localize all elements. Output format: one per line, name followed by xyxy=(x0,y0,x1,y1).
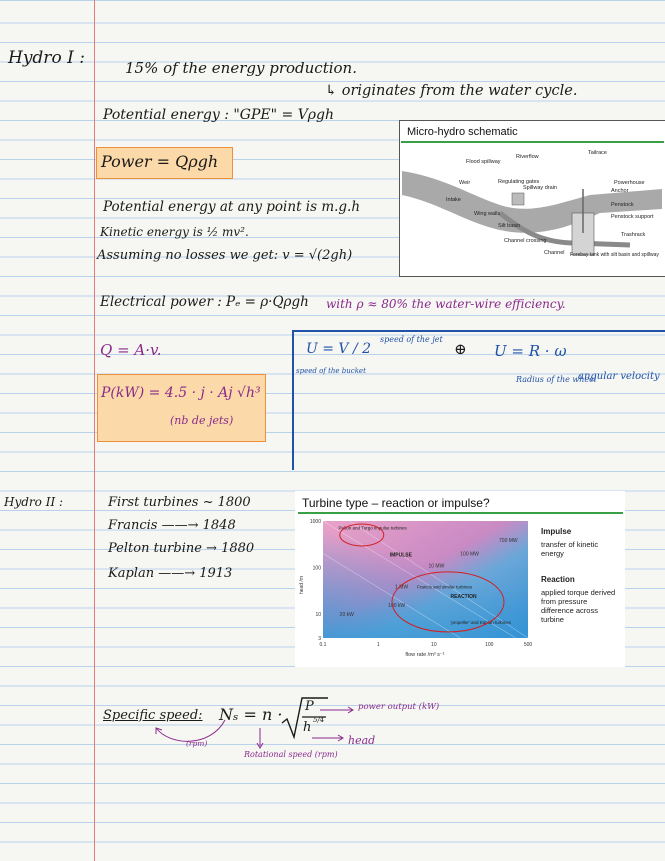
power-label: 20 kW xyxy=(339,611,354,618)
label-forebay-tank: Forebay tank with silt basin and spillway xyxy=(570,252,659,258)
plus-circle: ⊕ xyxy=(454,340,467,358)
label-anchor: Anchor xyxy=(611,188,629,194)
hydro-1-heading: Hydro I : xyxy=(8,48,85,68)
pelton-line: Pelton turbine → 1880 xyxy=(108,541,255,556)
label-penstock-support: Penstock support xyxy=(611,214,654,220)
chart-ylabel: head /m xyxy=(299,575,305,595)
micro-hydro-card xyxy=(399,120,665,277)
radius-of-wheel-note: Radius of the wheel xyxy=(516,375,597,384)
speed-of-jet-note: speed of the jet xyxy=(380,335,443,344)
x-tick-label: 10 xyxy=(431,642,437,648)
specific-speed-p: P xyxy=(305,699,314,714)
hydro-2-heading: Hydro II : xyxy=(4,495,64,509)
reaction-text: applied torque derived from pressure difference across turbine xyxy=(541,588,616,624)
energy-share-line: 15% of the energy production. xyxy=(125,59,357,77)
rpm-note: (rpm) xyxy=(186,739,208,748)
blue-bracket-top xyxy=(292,330,665,332)
turbine-chart xyxy=(297,515,537,661)
power-label: 100 MW xyxy=(460,551,479,558)
power-formula: Power = Qρgh xyxy=(101,152,219,171)
turbine-slide-title: Turbine type – reaction or impulse? xyxy=(302,496,490,510)
specific-speed-label: Specific speed: xyxy=(103,708,203,723)
label-silt-basin: Silt basin xyxy=(498,223,521,229)
y-tick-label: 3 xyxy=(318,636,321,642)
kinetic-energy-line: Kinetic energy is ½ mv². xyxy=(100,225,249,239)
electrical-power-line: Electrical power : Pₑ = ρ·Qρgh xyxy=(100,294,309,310)
label-regulating-gates: Regulating gates xyxy=(498,179,540,185)
chart-xlabel: flow rate /m³ s⁻¹ xyxy=(405,652,445,658)
first-turbines-line: First turbines ~ 1800 xyxy=(108,495,251,510)
y-tick-label: 1000 xyxy=(309,519,321,525)
kaplan-line: Kaplan ——→ 1913 xyxy=(108,566,233,581)
label-spillway-drain: Spillway drain xyxy=(523,185,557,191)
label-flood-spillway: Flood spillway xyxy=(466,159,501,165)
label-trashrack: Trashrack xyxy=(621,232,646,238)
margin-line xyxy=(94,0,95,861)
bucket-speed-equation: U = V / 2 xyxy=(306,341,372,357)
specific-speed-h-exponent: 5/4 xyxy=(313,716,325,724)
speed-of-bucket-note: speed of the bucket xyxy=(296,367,366,375)
water-cycle-line: ↳ originates from the water cycle. xyxy=(325,83,578,99)
specific-speed-ns: Nₛ = n · xyxy=(219,705,283,724)
y-tick-label: 10 xyxy=(315,611,321,618)
rotational-speed-note: Rotational speed (rpm) xyxy=(244,750,338,759)
angular-speed-equation: U = R · ω xyxy=(494,342,567,360)
slide-title-underline xyxy=(298,512,623,514)
label-riverflow: Riverflow xyxy=(516,154,539,160)
no-loss-velocity-line: Assuming no losses we get: v = √(2gh) xyxy=(97,248,353,263)
pelton-power-formula: P(kW) = 4.5 · j · Aj √h³ xyxy=(101,385,261,401)
power-label: 700 MW xyxy=(499,538,518,545)
efficiency-note: with ρ ≈ 80% the water-wire efficiency. xyxy=(326,297,566,311)
francis-line: Francis ——→ 1848 xyxy=(108,518,236,533)
angular-velocity-note: angular velocity xyxy=(578,371,660,382)
x-tick-label: 500 xyxy=(523,642,533,648)
label-channel: Channel xyxy=(544,250,565,256)
region-label: REACTION xyxy=(450,593,477,600)
region-label: Francis and similar turbines xyxy=(417,584,473,590)
label-penstock: Penstock xyxy=(611,202,634,208)
power-label: 100 kW xyxy=(388,602,406,609)
head-note: head xyxy=(348,734,376,747)
label-channel-crossing: Channel crossing xyxy=(504,238,547,244)
region-label: Pelton and Turgo impulse turbines xyxy=(338,525,407,531)
label-powerhouse: Powerhouse xyxy=(614,180,645,186)
x-tick-label: 100 xyxy=(485,642,494,648)
blue-bracket-left xyxy=(292,330,294,470)
potential-energy-any-point: Potential energy at any point is m.g.h xyxy=(103,199,361,215)
impulse-text: transfer of kinetic energy xyxy=(541,540,599,558)
reaction-heading: Reaction xyxy=(541,575,575,584)
y-tick-label: 100 xyxy=(312,565,321,572)
number-of-jets-note: (nb de jets) xyxy=(170,414,234,427)
gpe-line: Potential energy : "GPE" = Vρgh xyxy=(103,107,335,123)
x-tick-label: 1 xyxy=(377,642,380,648)
label-weir: Weir xyxy=(459,180,471,186)
micro-hydro-title: Micro-hydro schematic xyxy=(407,126,518,138)
region-label: IMPULSE xyxy=(389,552,412,559)
power-label: 10 MW xyxy=(428,563,445,570)
power-label: 1 MW xyxy=(395,584,409,591)
region-label: 'propeller' and Kaplan turbines xyxy=(450,620,512,626)
x-tick-label: 0.1 xyxy=(319,642,327,648)
specific-speed-h: h xyxy=(303,720,312,735)
label-wing-walls: Wing walls xyxy=(474,211,501,217)
flow-equation: Q = A·v. xyxy=(100,341,162,359)
label-intake: Intake xyxy=(446,197,461,203)
power-output-note: power output (kW) xyxy=(358,702,440,712)
impulse-heading: Impulse xyxy=(541,527,572,536)
label-tailrace: Tailrace xyxy=(588,150,607,156)
